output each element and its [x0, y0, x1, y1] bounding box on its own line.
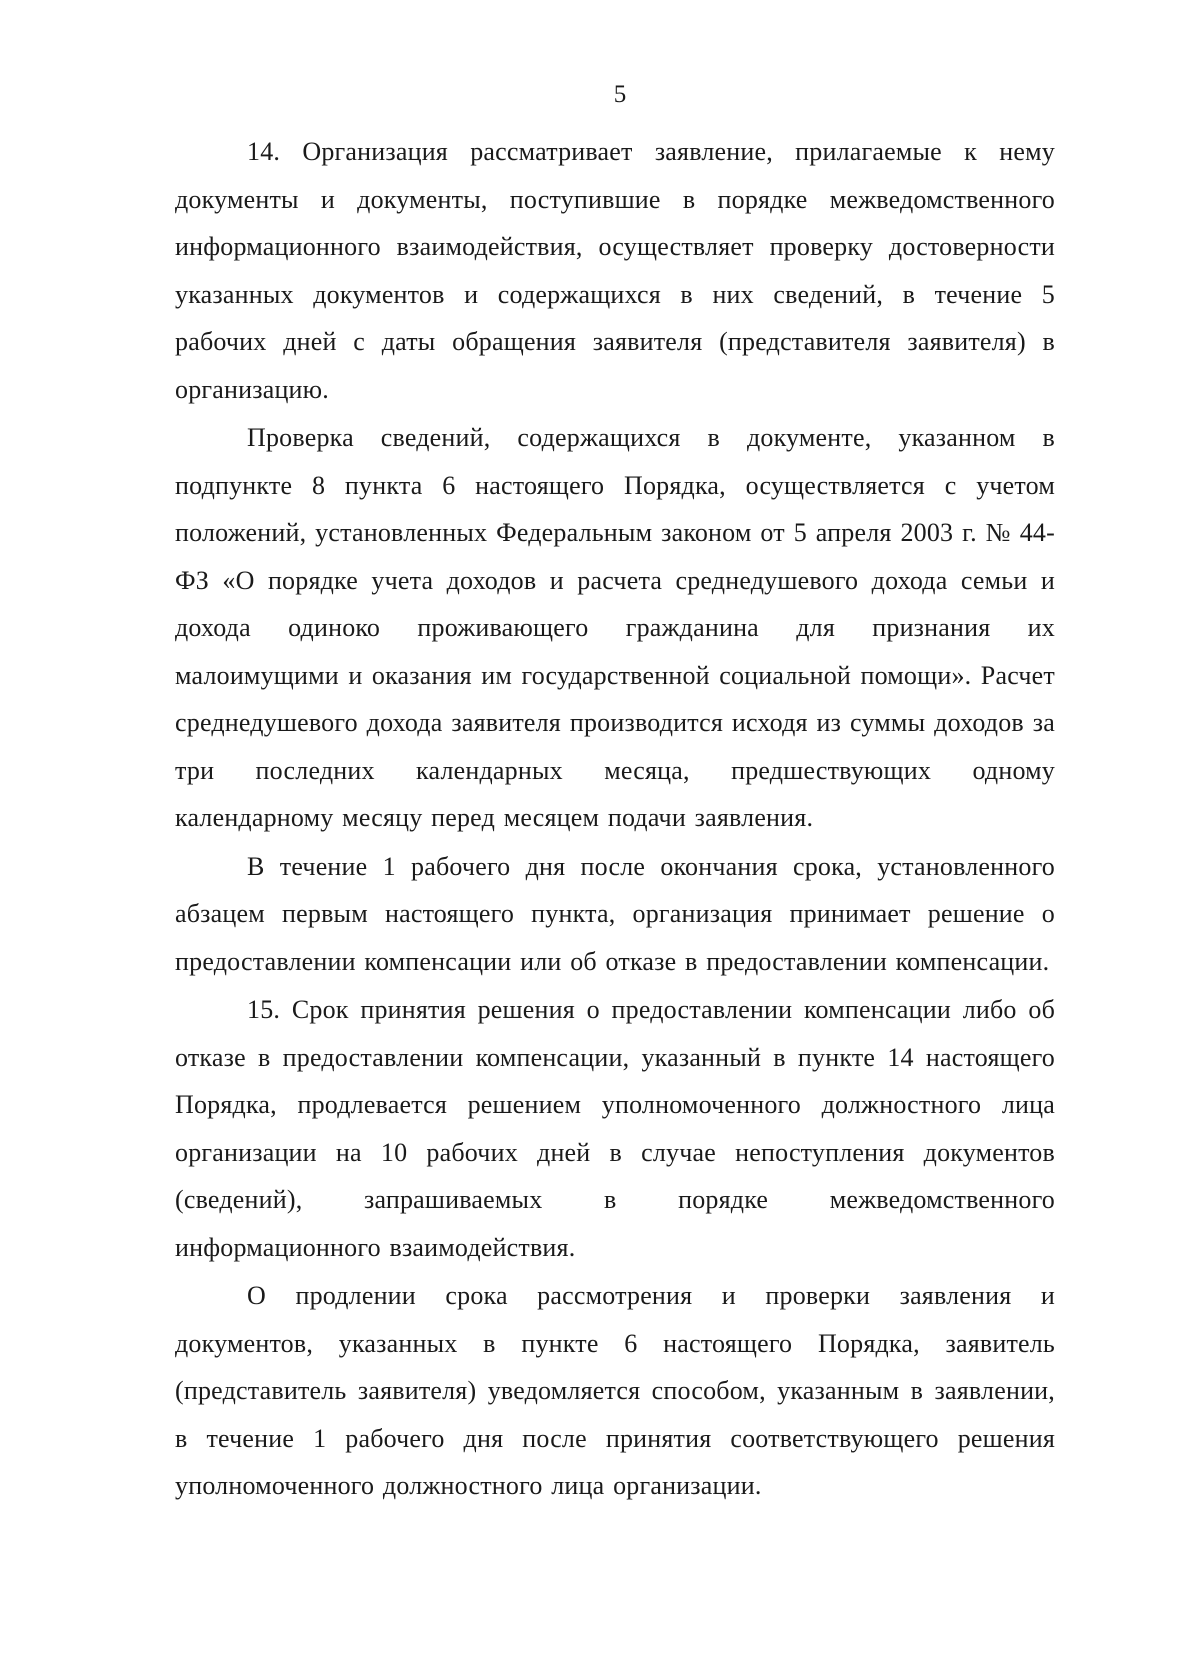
paragraph-14-decision: В течение 1 рабочего дня после окончания срока, установленного абзацем первым настоящего пункта, организация принимает решение о предоставлении компенсации или об отказе в предоставлении компенсации. — [175, 851, 1055, 976]
page-number: 5 — [613, 81, 627, 108]
paragraph-14: 14. Организация рассматривает заявление, прилагаемые к нему документы и документы, поступившие в порядке межведомственного информационного взаимодействия, осуществляет проверку достоверности указанных документов и содержащихся в них сведений, в течение 5 рабочих дней с даты обращения заявителя (представителя заявителя) в организацию. — [175, 137, 1055, 404]
paragraph-15-notification: О продлении срока рассмотрения и проверки заявления и документов, указанных в пункте 6 настоящего Порядка, заявитель (представитель заявителя) уведомляется способом, указанным в заявлении, в течение 1 рабочего дня после принятия соответствующего решения уполномоченного должностного лица организации. — [175, 1281, 1055, 1500]
document-body — [175, 128, 1055, 1510]
paragraph-14-verification: Проверка сведений, содержащихся в документе, указанном в подпункте 8 пункта 6 настоящего Порядка, осуществляется с учетом положений, установленных Федеральным законом от 5 апреля 2003 г. № 44-ФЗ «О порядке учета доходов и расчета среднедушевого дохода семьи и дохода одиноко проживающего гражданина для признания их малоимущими и оказания им государственной социальной помощи». Расчет среднедушевого дохода заявителя производится исходя из суммы доходов за три последних календарных месяца, предшествующих одному календарному месяцу перед месяцем подачи заявления. — [175, 423, 1055, 832]
paragraph-15: 15. Срок принятия решения о предоставлении компенсации либо об отказе в предоставлении компенсации, указанный в пункте 14 настоящего Порядка, продлевается решением уполномоченного должностного лица организации на 10 рабочих дней в случае непоступления документов (сведений), запрашиваемых в порядке межведомственного информационного взаимодействия. — [175, 995, 1055, 1262]
